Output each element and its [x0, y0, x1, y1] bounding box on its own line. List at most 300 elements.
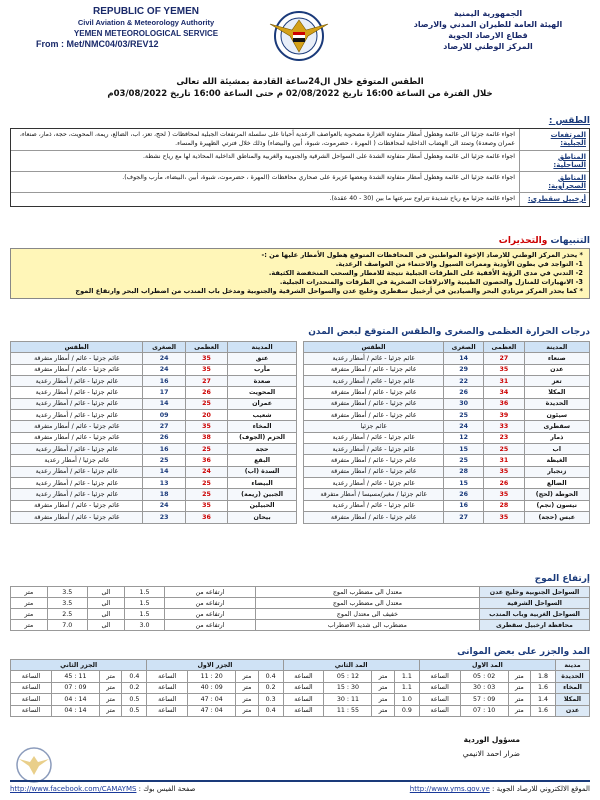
weather-condition: غائم جزئيا - غائم / أمطار رعدية [11, 376, 143, 387]
temperature-row [11, 421, 297, 432]
center-name-ar: المركز الوطني للارصاد [443, 42, 533, 51]
city-name: عدن [524, 364, 589, 375]
temperature-row [304, 364, 590, 375]
temperature-row [11, 512, 297, 523]
waves-table [10, 586, 590, 631]
city-name: عبس (حجة) [524, 512, 589, 523]
tide-unit-h: الساعة [419, 671, 460, 682]
tide-unit-m: متر [372, 682, 394, 693]
wave-min: 1.5 [125, 598, 165, 609]
wave-from-label: ارتفاعه من [165, 587, 256, 598]
wave-region: السواحل الجنوبية وخليج عدن [480, 587, 590, 598]
warnings-heading [10, 236, 590, 246]
tide-unit-h: الساعة [419, 682, 460, 693]
weather-condition: غائم جزئيا - غائم / أمطار متفرقة [304, 387, 444, 398]
city-name: شعيب [228, 410, 297, 421]
wave-from-label: ارتفاعه من [165, 609, 256, 620]
tide-row [11, 671, 590, 682]
col-city: مدينة [556, 660, 590, 671]
weather-row-coast [11, 151, 589, 172]
max-temp: 36 [185, 455, 227, 466]
wave-min: 3.0 [125, 620, 165, 631]
min-temp: 15 [444, 444, 484, 455]
weather-condition: غائم جزئيا - غائم / أمطار رعدية [304, 353, 444, 364]
weather-row-desert [11, 172, 589, 193]
tide-height: 1.8 [531, 671, 556, 682]
weather-condition: غائم جزئيا - غائم / أمطار متفرقة [11, 512, 143, 523]
tide-time: 11 : 45 [51, 671, 99, 682]
max-temp: 26 [484, 478, 524, 489]
weather-condition: غائم جزئيا - غائم / أمطار متفرقة [11, 421, 143, 432]
tide-time: 09 : 40 [188, 682, 236, 693]
tide-time: 09 : 07 [51, 682, 99, 693]
website-block: الموقع الالكتروني للارصاد الجوية : http://www.yms.gov.ye [409, 785, 590, 793]
temperature-row [304, 421, 590, 432]
sector-name-ar: قطاع الارصاد الجوية [448, 31, 528, 40]
port-name: الحديدة [556, 671, 590, 682]
temperature-row [304, 500, 590, 511]
country-name-en: REPUBLIC OF YEMEN [93, 6, 199, 17]
weather-condition: غائم جزئيا - غائم / أمطار رعدية [11, 398, 143, 409]
yms-emblem-logo [262, 6, 336, 70]
weather-condition: غائم جزئيا - غائم / أمطار رعدية [11, 489, 143, 500]
tide-unit-h: الساعة [11, 694, 52, 705]
min-temp: 26 [444, 387, 484, 398]
city-name: زنجبار [524, 466, 589, 477]
wave-unit: متر [11, 609, 48, 620]
wave-to-label: الى [87, 598, 124, 609]
weather-condition: غائم جزئيا - غائم / أمطار رعدية [11, 466, 143, 477]
weather-condition: غائم جزئيا - غائم / أمطار متفرقة [304, 455, 444, 466]
warning-item: 3- الانهيارات للمنازل والحصون الطينية والانزلاقات الصخرية في الطرقات والمنحدرات الجبلية. [279, 278, 583, 286]
col-city: المدينة [524, 342, 589, 353]
city-name: المكلا [524, 387, 589, 398]
wave-to-label: الى [87, 620, 124, 631]
min-temp: 27 [143, 421, 185, 432]
weather-condition: غائم جزئيا - غائم / أمطار رعدية [304, 432, 444, 443]
tide-row [11, 682, 590, 693]
tide-unit-m: متر [508, 694, 530, 705]
max-temp: 35 [484, 489, 524, 500]
tide-height: 0.5 [122, 705, 147, 716]
tide-height: 1.4 [531, 694, 556, 705]
wave-state: مضطرب الى شديد الاضطراب [255, 620, 479, 631]
tide-time: 02 : 05 [460, 671, 508, 682]
temperature-row [11, 353, 297, 364]
tide-unit-h: الساعة [11, 671, 52, 682]
forecast-period: خلال الفترة من الساعة 16:00 تاريخ 02/08/2022 م حتى الساعة 16:00 تاريخ 03/08/2022م [107, 89, 493, 99]
weather-label: المناطق الساحلية: [519, 151, 589, 171]
tide-height: 0.2 [122, 682, 147, 693]
warning-intro: * يحذر المركز الوطني للارصاد الإخوة المواطنين في المحافظات المتوقع هطول الأمطار عليها من :- [261, 251, 583, 259]
tide-unit-h: الساعة [419, 705, 460, 716]
temperature-row [304, 489, 590, 500]
min-temp: 26 [143, 432, 185, 443]
tide-height: 0.4 [258, 671, 283, 682]
tide-time: 03 : 30 [460, 682, 508, 693]
city-name: السدة (اب) [228, 466, 297, 477]
country-name-ar: الجمهورية اليمنية [453, 9, 523, 18]
wave-from-label: ارتفاعه من [165, 620, 256, 631]
tide-unit-m: متر [100, 682, 122, 693]
group-second-low: الجزر الثاني [11, 660, 147, 671]
tide-unit-h: الساعة [11, 682, 52, 693]
weather-row-socotra [11, 193, 589, 206]
city-name: صنعاء [524, 353, 589, 364]
max-temp: 26 [185, 387, 227, 398]
min-temp: 27 [444, 512, 484, 523]
tide-unit-m: متر [508, 705, 530, 716]
warning-sea: * كما يحذر المركز مرتادي البحر والصيادين في أرخبيل سقطرى وخليج عدن والسواحل الشرقية والجنوبية ومدخل باب المندب من اضطراب البحر وارتفاع الموج [75, 287, 583, 295]
waves-section [10, 574, 590, 631]
tide-unit-h: الساعة [283, 682, 324, 693]
max-temp: 33 [484, 421, 524, 432]
weather-text: اجواء غائمة جزئيا الى غائمة وهطول أمطار متفاوتة الشدة وبعضها غزيرة على صحاري محافظات (المهرة ، حضرموت، شبوة، أبين ،البيضاء، مأرب والجوف). [122, 174, 515, 181]
min-temp: 17 [143, 387, 185, 398]
watermark-logo [14, 745, 54, 785]
max-temp: 38 [185, 432, 227, 443]
wave-region: السواحل الشرقية [480, 598, 590, 609]
col-city: المدينة [228, 342, 297, 353]
max-temp: 25 [185, 478, 227, 489]
tide-unit-h: الساعة [147, 705, 188, 716]
city-name: بيحان [228, 512, 297, 523]
max-temp: 25 [185, 398, 227, 409]
city-name: تعز [524, 376, 589, 387]
city-name: الجبين (ريمة) [228, 489, 297, 500]
weather-condition: غائم جزئيا - غائم / أمطار متفرقة [11, 364, 143, 375]
col-max: العظمى [185, 342, 227, 353]
city-name: صعدة [228, 376, 297, 387]
col-min: الصغرى [444, 342, 484, 353]
tide-unit-m: متر [508, 671, 530, 682]
max-temp: 34 [484, 387, 524, 398]
temperature-row [11, 500, 297, 511]
weather-condition: غائم جزئيا - غائم / أمطار متفرقة [11, 500, 143, 511]
max-temp: 25 [185, 489, 227, 500]
tide-unit-h: الساعة [283, 671, 324, 682]
warning-item: 1- التواجد في بطون الأودية وممرات السيول والاحتماء من العواصف الرعدية. [335, 260, 583, 268]
tide-time: 14 : 04 [51, 705, 99, 716]
weather-condition: غائم جزئيا - غائم / أمطار رعدية [11, 478, 143, 489]
forecast-title-line1: الطقس المتوقع خلال ال24ساعة القادمة بمشيئة الله تعالى [176, 77, 424, 87]
max-temp: 35 [484, 364, 524, 375]
tides-table [10, 659, 590, 717]
min-temp: 24 [143, 353, 185, 364]
tide-unit-m: متر [100, 705, 122, 716]
weather-condition: غائم جزئيا / أمطار رعدية [11, 455, 143, 466]
weather-box [10, 128, 590, 207]
waves-heading: إرتفاع الموج [534, 574, 590, 584]
weather-condition: غائم جزئيا - غائم / أمطار رعدية [304, 478, 444, 489]
wave-row [11, 609, 590, 620]
tide-height: 1.1 [394, 682, 419, 693]
weather-heading: الطقس : [548, 116, 590, 126]
max-temp: 35 [185, 500, 227, 511]
wave-row [11, 587, 590, 598]
forecast-title [0, 76, 600, 100]
wave-max: 7.0 [47, 620, 87, 631]
tide-time: 04 : 47 [188, 694, 236, 705]
min-temp: 14 [143, 398, 185, 409]
tide-unit-m: متر [372, 694, 394, 705]
website-label: الموقع الالكتروني للارصاد الجوية [496, 785, 590, 793]
min-temp: 09 [143, 410, 185, 421]
weather-condition: غائم جزئيا - غائم / أمطار متفرقة [304, 466, 444, 477]
temperature-row [11, 387, 297, 398]
tide-time: 12 : 05 [324, 671, 372, 682]
header-arabic [388, 8, 588, 52]
tide-unit-h: الساعة [147, 671, 188, 682]
max-temp: 39 [484, 410, 524, 421]
city-name: البقع [228, 455, 297, 466]
city-name: عتق [228, 353, 297, 364]
tide-height: 0.3 [258, 694, 283, 705]
weather-condition: غائم جزئيا / مغبر/مسيسا / أمطار متفرقة [304, 489, 444, 500]
tide-time: 20 : 11 [188, 671, 236, 682]
weather-condition: غائم جزئيا - غائم / أمطار رعدية [304, 376, 444, 387]
city-name: حجة [228, 444, 297, 455]
city-name: المخاء [228, 421, 297, 432]
tide-time: 55 : 11 [324, 705, 372, 716]
tide-unit-h: الساعة [147, 694, 188, 705]
city-name: نيسون (نجم) [524, 500, 589, 511]
temperature-row [11, 489, 297, 500]
col-weather: الطقس [11, 342, 143, 353]
tide-unit-h: الساعة [147, 682, 188, 693]
weather-condition: غائم جزئيا - غائم / أمطار متفرقة [11, 432, 143, 443]
max-temp: 35 [484, 466, 524, 477]
temperature-row [304, 432, 590, 443]
temperature-row [304, 398, 590, 409]
tide-time: 04 : 47 [188, 705, 236, 716]
tide-time: 09 : 57 [460, 694, 508, 705]
wave-min: 1.5 [125, 609, 165, 620]
wave-row [11, 598, 590, 609]
tide-height: 1.6 [531, 705, 556, 716]
min-temp: 16 [143, 444, 185, 455]
warnings-heading-a: التنبيهات [550, 236, 590, 246]
min-temp: 18 [143, 489, 185, 500]
tide-unit-h: الساعة [283, 694, 324, 705]
tides-section [10, 647, 590, 717]
warnings-section [10, 236, 590, 299]
max-temp: 25 [185, 444, 227, 455]
min-temp: 25 [143, 455, 185, 466]
wave-state: معتدل الى مضطرب الموج [255, 598, 479, 609]
tide-height: 0.4 [122, 671, 147, 682]
weather-condition: غائم جزئيا - غائم / أمطار متفرقة [304, 398, 444, 409]
port-name: المكلا [556, 694, 590, 705]
wave-unit: متر [11, 587, 48, 598]
weather-condition: غائم جزئيا - غائم / أمطار متفرقة [304, 410, 444, 421]
temperature-row [304, 410, 590, 421]
tide-unit-h: الساعة [419, 694, 460, 705]
temperature-row [11, 478, 297, 489]
min-temp: 26 [444, 489, 484, 500]
temperature-row [304, 455, 590, 466]
city-name: سيئون [524, 410, 589, 421]
weather-section [10, 116, 590, 207]
city-name: الحديدة [524, 398, 589, 409]
tide-unit-m: متر [236, 694, 258, 705]
tide-height: 1.6 [531, 682, 556, 693]
min-temp: 25 [444, 410, 484, 421]
min-temp: 24 [143, 500, 185, 511]
wave-unit: متر [11, 620, 48, 631]
temperature-table-left [10, 341, 297, 524]
warnings-box [10, 248, 590, 299]
city-name: ذمار [524, 432, 589, 443]
weather-text: اجواء غائمة جزئيا مع رياح شديدة تتراوح سرعتها ما بين (30 - 40 عقدة). [329, 195, 515, 202]
min-temp: 24 [444, 421, 484, 432]
temperature-row [11, 410, 297, 421]
tide-height: 0.5 [122, 694, 147, 705]
temperature-row [304, 353, 590, 364]
shift-officer-name: ضرار احمد الانيمي [462, 749, 520, 758]
port-name: عدن [556, 705, 590, 716]
warnings-heading-b: والتحذيرات [498, 236, 548, 246]
temperature-tables [10, 341, 590, 524]
wave-max: 2.5 [47, 609, 87, 620]
temperature-table-right [303, 341, 590, 524]
tide-unit-m: متر [100, 671, 122, 682]
tide-height: 1.0 [394, 694, 419, 705]
max-temp: 36 [484, 398, 524, 409]
tide-unit-m: متر [236, 671, 258, 682]
temperature-row [11, 466, 297, 477]
wave-region: محافظة ارخبيل سقطرى [480, 620, 590, 631]
max-temp: 31 [484, 455, 524, 466]
col-weather: الطقس [304, 342, 444, 353]
header-english [36, 6, 256, 50]
min-temp: 14 [444, 353, 484, 364]
min-temp: 16 [444, 500, 484, 511]
authority-name-en: Civil Aviation & Meteorology Authority [77, 18, 215, 27]
warning-item: 2- التدني في مدى الرؤية الأفقية على الطرقات الجبلية نتيجة للامطار والسحب المنخفضة الكثيفة. [268, 269, 583, 277]
city-name: الحبيلين [228, 500, 297, 511]
temperature-row [11, 444, 297, 455]
col-min: الصغرى [143, 342, 185, 353]
weather-condition: غائم جزئيا - غائم / أمطار رعدية [11, 444, 143, 455]
tide-unit-m: متر [100, 694, 122, 705]
facebook-block [10, 785, 195, 793]
max-temp: 27 [185, 376, 227, 387]
max-temp: 35 [185, 364, 227, 375]
tide-unit-h: الساعة [11, 705, 52, 716]
min-temp: 12 [444, 432, 484, 443]
temperature-row [304, 387, 590, 398]
min-temp: 14 [143, 466, 185, 477]
website-link[interactable]: http://www.yms.gov.ye [409, 785, 490, 793]
max-temp: 35 [484, 512, 524, 523]
footer-links [10, 780, 590, 793]
min-temp: 23 [143, 512, 185, 523]
weather-label: المناطق الصحراوية: [519, 172, 589, 192]
temperature-row [304, 444, 590, 455]
weather-condition: غائم جزئيا - غائم / أمطار رعدية [304, 500, 444, 511]
weather-condition: غائم جزئيا - غائم / أمطار رعدية [304, 444, 444, 455]
tide-unit-m: متر [508, 682, 530, 693]
weather-condition: غائم جزئيا - غائم / أمطار متفرقة [304, 364, 444, 375]
city-name: الضالع [524, 478, 589, 489]
max-temp: 28 [484, 500, 524, 511]
max-temp: 24 [185, 466, 227, 477]
tide-height: 0.9 [394, 705, 419, 716]
wave-unit: متر [11, 598, 48, 609]
min-temp: 25 [444, 455, 484, 466]
city-name: البيضاء [228, 478, 297, 489]
shift-officer-role: مسؤول الوردية [463, 735, 520, 744]
tide-time: 10 : 07 [460, 705, 508, 716]
weather-label: المرتفعات الجبلية: [519, 129, 589, 150]
wave-state: خفيف الى معتدل الموج [255, 609, 479, 620]
max-temp: 20 [185, 410, 227, 421]
wave-to-label: الى [87, 587, 124, 598]
min-temp: 16 [143, 376, 185, 387]
min-temp: 13 [143, 478, 185, 489]
temperature-row [11, 376, 297, 387]
wave-state: معتدل الى مضطرب الموج [255, 587, 479, 598]
weather-condition: غائم جزئيا - غائم / أمطار رعدية [11, 410, 143, 421]
temperature-row [11, 398, 297, 409]
tide-unit-h: الساعة [283, 705, 324, 716]
wave-min: 1.5 [125, 587, 165, 598]
tide-time: 30 : 15 [324, 682, 372, 693]
min-temp: 29 [444, 364, 484, 375]
wave-from-label: ارتفاعه من [165, 598, 256, 609]
weather-row-highlands [11, 129, 589, 151]
temperature-section [10, 327, 590, 337]
temperature-heading: درجات الحرارة العظمى والصغرى والطقس المتوقع لبعض المدن [308, 327, 590, 337]
wave-max: 3.5 [47, 587, 87, 598]
group-first-high: المد الاول [419, 660, 555, 671]
port-name: المخاء [556, 682, 590, 693]
temperature-row [304, 466, 590, 477]
tide-unit-m: متر [236, 682, 258, 693]
group-second-high: المد الثاني [283, 660, 419, 671]
city-name: الغيظة [524, 455, 589, 466]
city-name: الحوطة (لحج) [524, 489, 589, 500]
weather-condition: غائم جزئيا - غائم / أمطار رعدية [11, 387, 143, 398]
footer-signature [10, 735, 590, 758]
temperature-row [304, 512, 590, 523]
max-temp: 23 [484, 432, 524, 443]
tide-time: 14 : 04 [51, 694, 99, 705]
wave-max: 3.5 [47, 598, 87, 609]
max-temp: 35 [185, 421, 227, 432]
group-first-low: الجزر الاول [147, 660, 283, 671]
tide-unit-m: متر [236, 705, 258, 716]
weather-text: اجواء غائمة جزئيا الى غائمة وهطول أمطار متفاوتة الغزارة مصحوبة بالعواصف الرعدية أحيانا على سلسلة المرتفعات الجبلية لمحافظات ( لحج، تعز، اب، الضالع، ريمة، المحويت، حجة، ذمار، صنعاء، عمران وصعدة) وتمتد الى الهضاب الداخلية لمحافظات ( المهرة ، حضرموت، شبوة، أبين والبيضاء) وذلك خلال فترتي الظهيرة والمساء. [19, 131, 515, 147]
tide-row [11, 694, 590, 705]
min-temp: 30 [444, 398, 484, 409]
wave-row [11, 620, 590, 631]
tide-height: 0.4 [258, 705, 283, 716]
city-name: سقطرى [524, 421, 589, 432]
authority-name-ar: الهيئة العامة للطيران المدني والارصاد [413, 20, 563, 29]
temperature-row [11, 364, 297, 375]
facebook-link[interactable]: http://www.facebook.com/CAMAYMS [10, 785, 137, 793]
max-temp: 27 [484, 353, 524, 364]
city-name: عمران [228, 398, 297, 409]
tide-unit-m: متر [372, 705, 394, 716]
city-name: اب [524, 444, 589, 455]
max-temp: 31 [484, 376, 524, 387]
service-name-en: YEMEN METEOROLOGICAL SERVICE [73, 29, 219, 38]
temperature-row [11, 432, 297, 443]
tide-height: 0.2 [258, 682, 283, 693]
